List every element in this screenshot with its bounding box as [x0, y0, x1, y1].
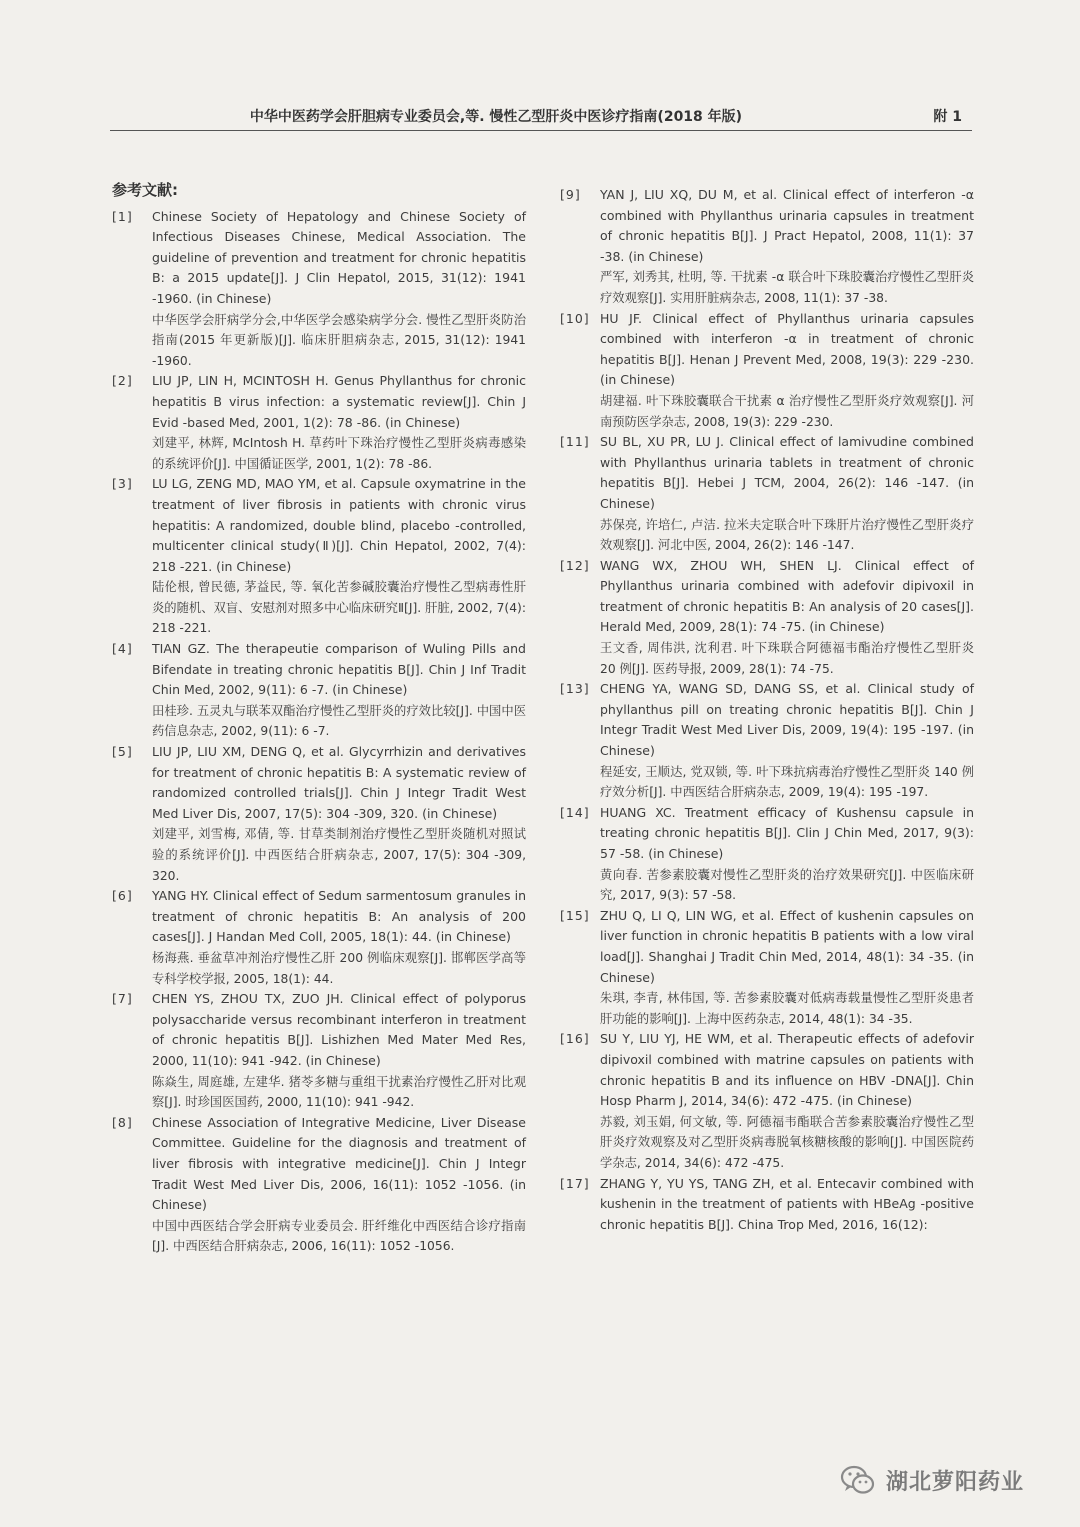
reference-item: [560, 432, 974, 556]
reference-item: [112, 886, 526, 989]
reference-chinese: 陆伦根, 曾民德, 茅益民, 等. 氧化苦参碱胶囊治疗慢性乙型病毒性肝炎的随机、双盲、安慰剂对照多中心临床研究Ⅱ[J]. 肝脏, 2002, 7(4): 218 -221.: [152, 580, 526, 636]
reference-number: [1]: [112, 208, 133, 224]
references-heading: 参考文献:: [112, 181, 178, 199]
reference-english: HU JF. Clinical effect of Phyllanthus urinaria capsules combined with interferon -α in treatment of chronic hepatitis B[J]. Henan J Prevent Med, 2008, 19(3): 229 -230. (in Chinese): [600, 310, 974, 388]
reference-english: ZHU Q, LI Q, LIN WG, et al. Effect of kushenin capsules on liver function in chronic hepatitis B patients with a low viral load[J]. Shanghai J Tradit Chin Med, 2014, 48(1): 34 -35. (in Chinese): [600, 907, 974, 985]
reference-chinese: 朱琪, 李青, 林伟国, 等. 苦参素胶囊对低病毒载量慢性乙型肝炎患者肝功能的影响[J]. 上海中医药杂志, 2014, 48(1): 34 -35.: [600, 991, 974, 1026]
reference-english: ZHANG Y, YU YS, TANG ZH, et al. Entecavir combined with kushenin in the treatment of patients with HBeAg -positive chronic hepatitis B[J]. China Trop Med, 2016, 16(12):: [600, 1175, 974, 1232]
reference-number: [11]: [560, 434, 590, 450]
reference-number: [17]: [560, 1175, 590, 1191]
reference-number: [15]: [560, 907, 590, 923]
reference-chinese: 陈焱生, 周庭雄, 左建华. 猪苓多糖与重组干扰素治疗慢性乙肝对比观察[J]. 时珍国医国药, 2000, 11(10): 941 -942.: [152, 1074, 526, 1110]
reference-number: [8]: [112, 1114, 133, 1130]
watermark: [838, 1455, 1068, 1505]
reference-item: [112, 474, 526, 639]
reference-english: WANG WX, ZHOU WH, SHEN LJ. Clinical effect of Phyllanthus urinaria combined with adefovir dipivoxil in treatment of chronic hepatitis B: An analysis of 20 cases[J]. Herald Med, 2009, 28(1): 74 -75. (in Chinese): [600, 557, 974, 635]
reference-number: [12]: [560, 557, 590, 573]
reference-english: SU Y, LIU YJ, HE WM, et al. Therapeutic effects of adefovir dipivoxil combined with matrine capsules on patients with chronic hepatitis B and its influence on HBV -DNA[J]. Chin Hosp Pharm J, 2014, 34(6): 472 -475. (in Chinese): [600, 1031, 974, 1109]
reference-english: HUANG XC. Treatment efficacy of Kushensu capsule in treating chronic hepatitis B[J]. Clin J Chin Med, 2017, 9(3): 57 -58. (in Chinese): [600, 804, 974, 861]
reference-english: SU BL, XU PR, LU J. Clinical effect of lamivudine combined with Phyllanthus urinaria tablets in treatment of chronic hepatitis B[J]. Hebei J TCM, 2004, 26(2): 146 -147. (in Chinese): [600, 434, 974, 511]
reference-english: CHENG YA, WANG SD, DANG SS, et al. Clinical study of phyllanthus pill on treating chronic hepatitis B[J]. Chin J Integr Tradit West Med Liver Dis, 2009, 19(4): 195 -197. (in Chinese): [600, 681, 974, 759]
reference-chinese: 黄向春. 苦参素胶囊对慢性乙型肝炎的治疗效果研究[J]. 中医临床研究, 2017, 9(3): 57 -58.: [600, 867, 974, 903]
right-column: [560, 185, 974, 1235]
reference-chinese: 杨海燕. 垂盆草冲剂治疗慢性乙肝 200 例临床观察[J]. 邯郸医学高等专科学校学报, 2005, 18(1): 44.: [152, 950, 526, 986]
reference-chinese: 中国中西医结合学会肝病专业委员会. 肝纤维化中西医结合诊疗指南[J]. 中西医结合肝病杂志, 2006, 16(11): 1052 -1056.: [152, 1218, 526, 1254]
left-column: [112, 180, 526, 1257]
references-list-right: [560, 185, 974, 1235]
reference-item: [560, 556, 974, 680]
header-title: 中华中医药学会肝胆病专业委员会,等. 慢性乙型肝炎中医诊疗指南(2018 年版): [249, 109, 743, 125]
reference-item: [560, 309, 974, 433]
reference-number: [4]: [112, 641, 133, 657]
reference-item: [560, 906, 974, 1030]
reference-item: [560, 803, 974, 906]
reference-chinese: 苏保亮, 许培仁, 卢洁. 拉米夫定联合叶下珠肝片治疗慢性乙型肝炎疗效观察[J]. 河北中医, 2004, 26(2): 146 -147.: [600, 517, 974, 553]
reference-english: YAN J, LIU XQ, DU M, et al. Clinical effect of interferon -α combined with Phyllanthus urinaria capsules in treatment of chronic hepatitis B[J]. J Pract Hepatol, 2008, 11(1): 37 -38. (in Chinese): [600, 187, 974, 264]
reference-english: CHEN YS, ZHOU TX, ZUO JH. Clinical effect of polyporus polysaccharide versus recombinant interferon in treatment of chronic hepatitis B[J]. Lishizhen Med Mater Med Res, 2000, 11(10): 941 -942. (in Chinese): [152, 991, 526, 1068]
reference-chinese: 王文香, 周伟洪, 沈利君. 叶下珠联合阿德福韦酯治疗慢性乙型肝炎 20 例[J]. 医药导报, 2009, 28(1): 74 -75.: [600, 641, 974, 676]
reference-number: [13]: [560, 681, 590, 697]
reference-chinese: 胡建福. 叶下珠胶囊联合干扰素 α 治疗慢性乙型肝炎疗效观察[J]. 河南预防医学杂志, 2008, 19(3): 229 -230.: [600, 393, 974, 429]
reference-item: [112, 742, 526, 886]
reference-chinese: 刘建平, 林辉, McIntosh H. 草药叶下珠治疗慢性乙型肝炎病毒感染的系统评价[J]. 中国循证医学, 2001, 1(2): 78 -86.: [152, 436, 526, 471]
reference-number: [16]: [560, 1031, 590, 1047]
reference-item: [560, 1029, 974, 1173]
reference-chinese: 刘建平, 刘雪梅, 邓倩, 等. 甘草类制剂治疗慢性乙型肝炎随机对照试验的系统评价[J]. 中西医结合肝病杂志, 2007, 17(5): 304 -309, 320.: [152, 827, 526, 883]
reference-item: [112, 207, 526, 372]
reference-chinese: 严军, 刘秀其, 杜明, 等. 干扰素 -α 联合叶下珠胶囊治疗慢性乙型肝炎疗效观察[J]. 实用肝脏病杂志, 2008, 11(1): 37 -38.: [600, 270, 974, 305]
reference-number: [5]: [112, 744, 133, 760]
header-rule: [110, 130, 972, 131]
reference-item: [112, 371, 526, 474]
reference-chinese: 田桂珍. 五灵丸与联苯双酯治疗慢性乙型肝炎的疗效比较[J]. 中国中医药信息杂志, 2002, 9(11): 6 -7.: [152, 703, 526, 739]
watermark-text: 湖北萝阳药业: [886, 1469, 1025, 1495]
reference-number: [14]: [560, 804, 590, 820]
reference-number: [10]: [560, 310, 590, 326]
reference-item: [112, 639, 526, 742]
reference-number: [7]: [112, 991, 133, 1007]
references-list-left: [112, 207, 526, 1257]
reference-english: Chinese Association of Integrative Medicine, Liver Disease Committee. Guideline for the diagnosis and treatment of liver fibrosis with integrative medicine[J]. Chin J Integr Tradit West Med Liver Dis, 2006, 16(11): 1052 -1056. (in Chinese): [152, 1114, 526, 1213]
reference-chinese: 中华医学会肝病学分会,中华医学会感染病学分会. 慢性乙型肝炎防治指南(2015 年更新版)[J]. 临床肝胆病杂志, 2015, 31(12): 1941 -1960.: [152, 312, 526, 368]
wechat-icon: [838, 1460, 878, 1500]
reference-english: LIU JP, LIN H, MCINTOSH H. Genus Phyllanthus for chronic hepatitis B virus infection: a systematic review[J]. Chin J Evid -based Med, 2001, 1(2): 78 -86. (in Chinese): [152, 373, 526, 430]
reference-item: [112, 1113, 526, 1257]
reference-english: LU LG, ZENG MD, MAO YM, et al. Capsule oxymatrine in the treatment of liver fibrosis in patients with chronic virus hepatitis: A randomized, double blind, placebo -controlled, multicenter clinical study(Ⅱ)[J]. Chin Hepatol, 2002, 7(4): 218 -221. (in Chinese): [152, 476, 526, 574]
reference-item: [560, 679, 974, 803]
reference-number: [2]: [112, 373, 133, 389]
reference-chinese: 苏毅, 刘玉娟, 何文敏, 等. 阿德福韦酯联合苦参素胶囊治疗慢性乙型肝炎疗效观察及对乙型肝炎病毒脱氧核糖核酸的影响[J]. 中国医院药学杂志, 2014, 34(6): 472 -475.: [600, 1114, 974, 1170]
reference-english: LIU JP, LIU XM, DENG Q, et al. Glycyrrhizin and derivatives for treatment of chronic hepatitis B: A systematic review of randomized controlled trials[J]. Chin J Integr Tradit West Med Liver Dis, 2007, 17(5): 304 -309, 320. (in Chinese): [152, 744, 526, 821]
header-page-label: 附 1: [933, 109, 962, 125]
reference-item: [112, 989, 526, 1113]
reference-chinese: 程延安, 王顺达, 党双锁, 等. 叶下珠抗病毒治疗慢性乙型肝炎 140 例疗效分析[J]. 中西医结合肝病杂志, 2009, 19(4): 195 -197.: [600, 764, 974, 800]
reference-english: Chinese Society of Hepatology and Chinese Society of Infectious Diseases Chinese, Medical Association. The guideline of prevention and treatment for chronic hepatitis B: a 2015 update[J]. J Clin Hepatol, 2015, 31(12): 1941 -1960. (in Chinese): [152, 208, 526, 306]
reference-number: [6]: [112, 888, 133, 904]
running-header: [110, 104, 972, 130]
reference-number: [3]: [112, 476, 133, 492]
reference-item: [560, 1174, 974, 1236]
reference-item: [560, 185, 974, 309]
reference-english: TIAN GZ. The therapeutie comparison of Wuling Pills and Bifendate in treating chronic hepatitis B[J]. Chin J Inf Tradit Chin Med, 2002, 9(11): 6 -7. (in Chinese): [152, 641, 526, 698]
reference-english: YANG HY. Clinical effect of Sedum sarmentosum granules in treatment of chronic hepatitis B: An analysis of 200 cases[J]. J Handan Med Coll, 2005, 18(1): 44. (in Chinese): [152, 888, 526, 945]
reference-number: [9]: [560, 187, 581, 202]
